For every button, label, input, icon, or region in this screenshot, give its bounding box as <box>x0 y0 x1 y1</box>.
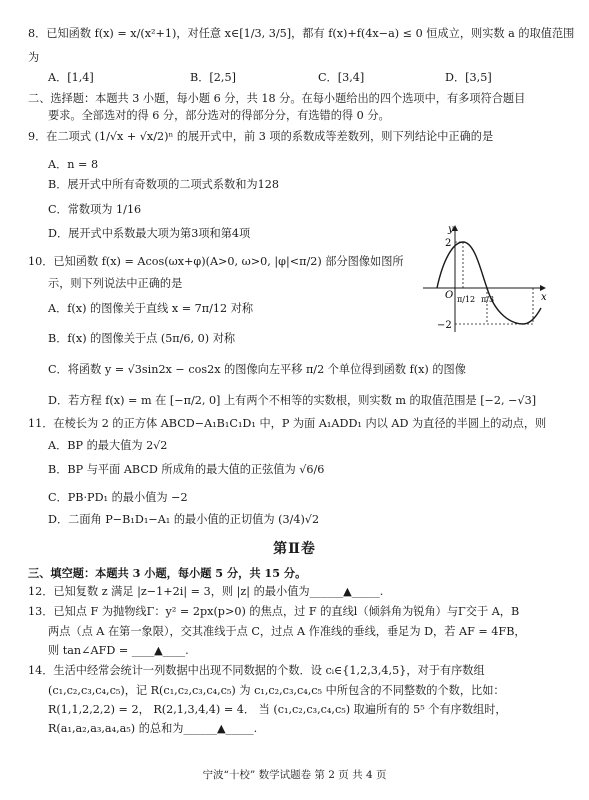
page-footer: 宁波“十校” 数学试题卷 第 2 页 共 4 页 <box>202 769 387 781</box>
q10-option-b: B．f(x) 的图像关于点 (5π/6, 0) 对称 <box>48 332 236 345</box>
graph-origin-label: O <box>445 290 454 301</box>
graph-y-label: y <box>448 224 454 235</box>
section2-instructions-line1: 二、选择题：本题共 3 小题，每小题 6 分，共 18 分。在每小题给出的四个选项中，有多项符合题目 <box>28 92 526 105</box>
q14-line1: 14．生活中经常会统计一列数据中出现不同数据的个数．设 cᵢ∈{1,2,3,4,5}，对于有序数组 <box>28 664 485 677</box>
q10-cosine-graph <box>415 222 550 337</box>
q12-text: 12．已知复数 z 满足 |z−1+2i| = 3，则 |z| 的最小值为______▲_____. <box>28 585 384 598</box>
q10-option-d: D．若方程 f(x) = m 在 [−π/2, 0] 上有两个不相等的实数根，则实数 m 的取值范围是 [−2, −√3] <box>48 394 537 407</box>
q13-line3: 则 tan∠AFD = ____▲____. <box>48 644 189 657</box>
q10-option-a: A．f(x) 的图像关于直线 x = 7π/12 对称 <box>48 302 254 315</box>
q8-option-c: C．[3,4] <box>318 71 365 84</box>
section3-header: 三、填空题：本题共 3 小题，每小题 5 分，共 15 分。 <box>28 566 307 580</box>
q13-line2: 两点（点 A 在第一象限），交其准线于点 C，过点 A 作准线的垂线，垂足为 D，若 AF = 4FB， <box>48 625 526 638</box>
q14-line4: R(a₁,a₂,a₃,a₄,a₅) 的总和为______▲_____. <box>48 722 258 735</box>
q9-option-c: C．常数项为 1/16 <box>48 203 142 216</box>
q14-line2: (c₁,c₂,c₃,c₄,c₅)，记 R(c₁,c₂,c₃,c₄,c₅) 为 c₁,c₂,c₃,c₄,c₅ 中所包含的不同整数的个数，比如： <box>48 684 505 697</box>
q9-stem: 9．在二项式 (1/√x + √x/2)ⁿ 的展开式中，前 3 项的系数成等差数列，则下列结论中正确的是 <box>28 130 494 143</box>
graph-x-label: x <box>541 292 547 303</box>
graph-tick-pi12-label: π/12 <box>457 295 476 304</box>
q8-stem-line2: 为 <box>28 51 40 64</box>
section2-instructions-line2: 要求。全部选对的得 6 分，部分选对的得部分分，有选错的得 0 分。 <box>48 109 390 122</box>
q10-option-c: C．将函数 y = √3sin2x − cos2x 的图像向左平移 π/2 个单位得到函数 f(x) 的图像 <box>48 363 466 376</box>
q10-stem-line1: 10．已知函数 f(x) = Acos(ωx+φ)(A>0, ω>0, |φ|<π/2) 部分图像如图所 <box>28 255 404 268</box>
q8-option-b: B．[2,5] <box>190 71 236 84</box>
q11-stem: 11．在棱长为 2 的正方体 ABCD−A₁B₁C₁D₁ 中，P 为面 A₁ADD₁ 内以 AD 为直径的半圆上的动点，则 <box>28 417 547 430</box>
q11-option-a: A．BP 的最大值为 2√2 <box>48 439 168 452</box>
graph-curve <box>437 242 541 324</box>
q11-option-b: B．BP 与平面 ABCD 所成角的最大值的正弦值为 √6/6 <box>48 463 325 476</box>
q8-option-a: A．[1,4] <box>48 71 94 84</box>
graph-y-bottom-label: −2 <box>437 320 452 331</box>
q14-line3: R(1,1,2,2,2) = 2， R(2,1,3,4,4) = 4． 当 (c₁,c₂,c₃,c₄,c₅) 取遍所有的 5⁵ 个有序数组时， <box>48 703 507 716</box>
q9-option-a: A．n = 8 <box>48 158 99 171</box>
q8-option-d: D．[3,5] <box>445 71 492 84</box>
part2-title: 第Ⅱ卷 <box>273 541 316 557</box>
graph-tick-pi3-label: π/3 <box>481 295 495 304</box>
graph-y-top-label: 2 <box>445 238 452 249</box>
q9-option-b: B．展开式中所有奇数项的二项式系数和为128 <box>48 178 279 191</box>
q11-option-c: C．PB·PD₁ 的最小值为 −2 <box>48 491 188 504</box>
q10-stem-line2: 示，则下列说法中正确的是 <box>48 277 183 290</box>
q13-line1: 13．已知点 F 为抛物线Γ：y² = 2px(p>0) 的焦点，过 F 的直线l（倾斜角为锐角）与Γ交于 A，B <box>28 605 520 618</box>
q9-option-d: D．展开式中系数最大项为第3项和第4项 <box>48 227 251 240</box>
q8-stem-line1: 8．已知函数 f(x) = x/(x²+1)，对任意 x∈[1/3, 3/5]，都有 f(x)+f(4x−a) ≤ 0 恒成立，则实数 a 的取值范围 <box>28 27 575 40</box>
q11-option-d: D．二面角 P−B₁D₁−A₁ 的最小值的正切值为 (3/4)√2 <box>48 513 320 526</box>
